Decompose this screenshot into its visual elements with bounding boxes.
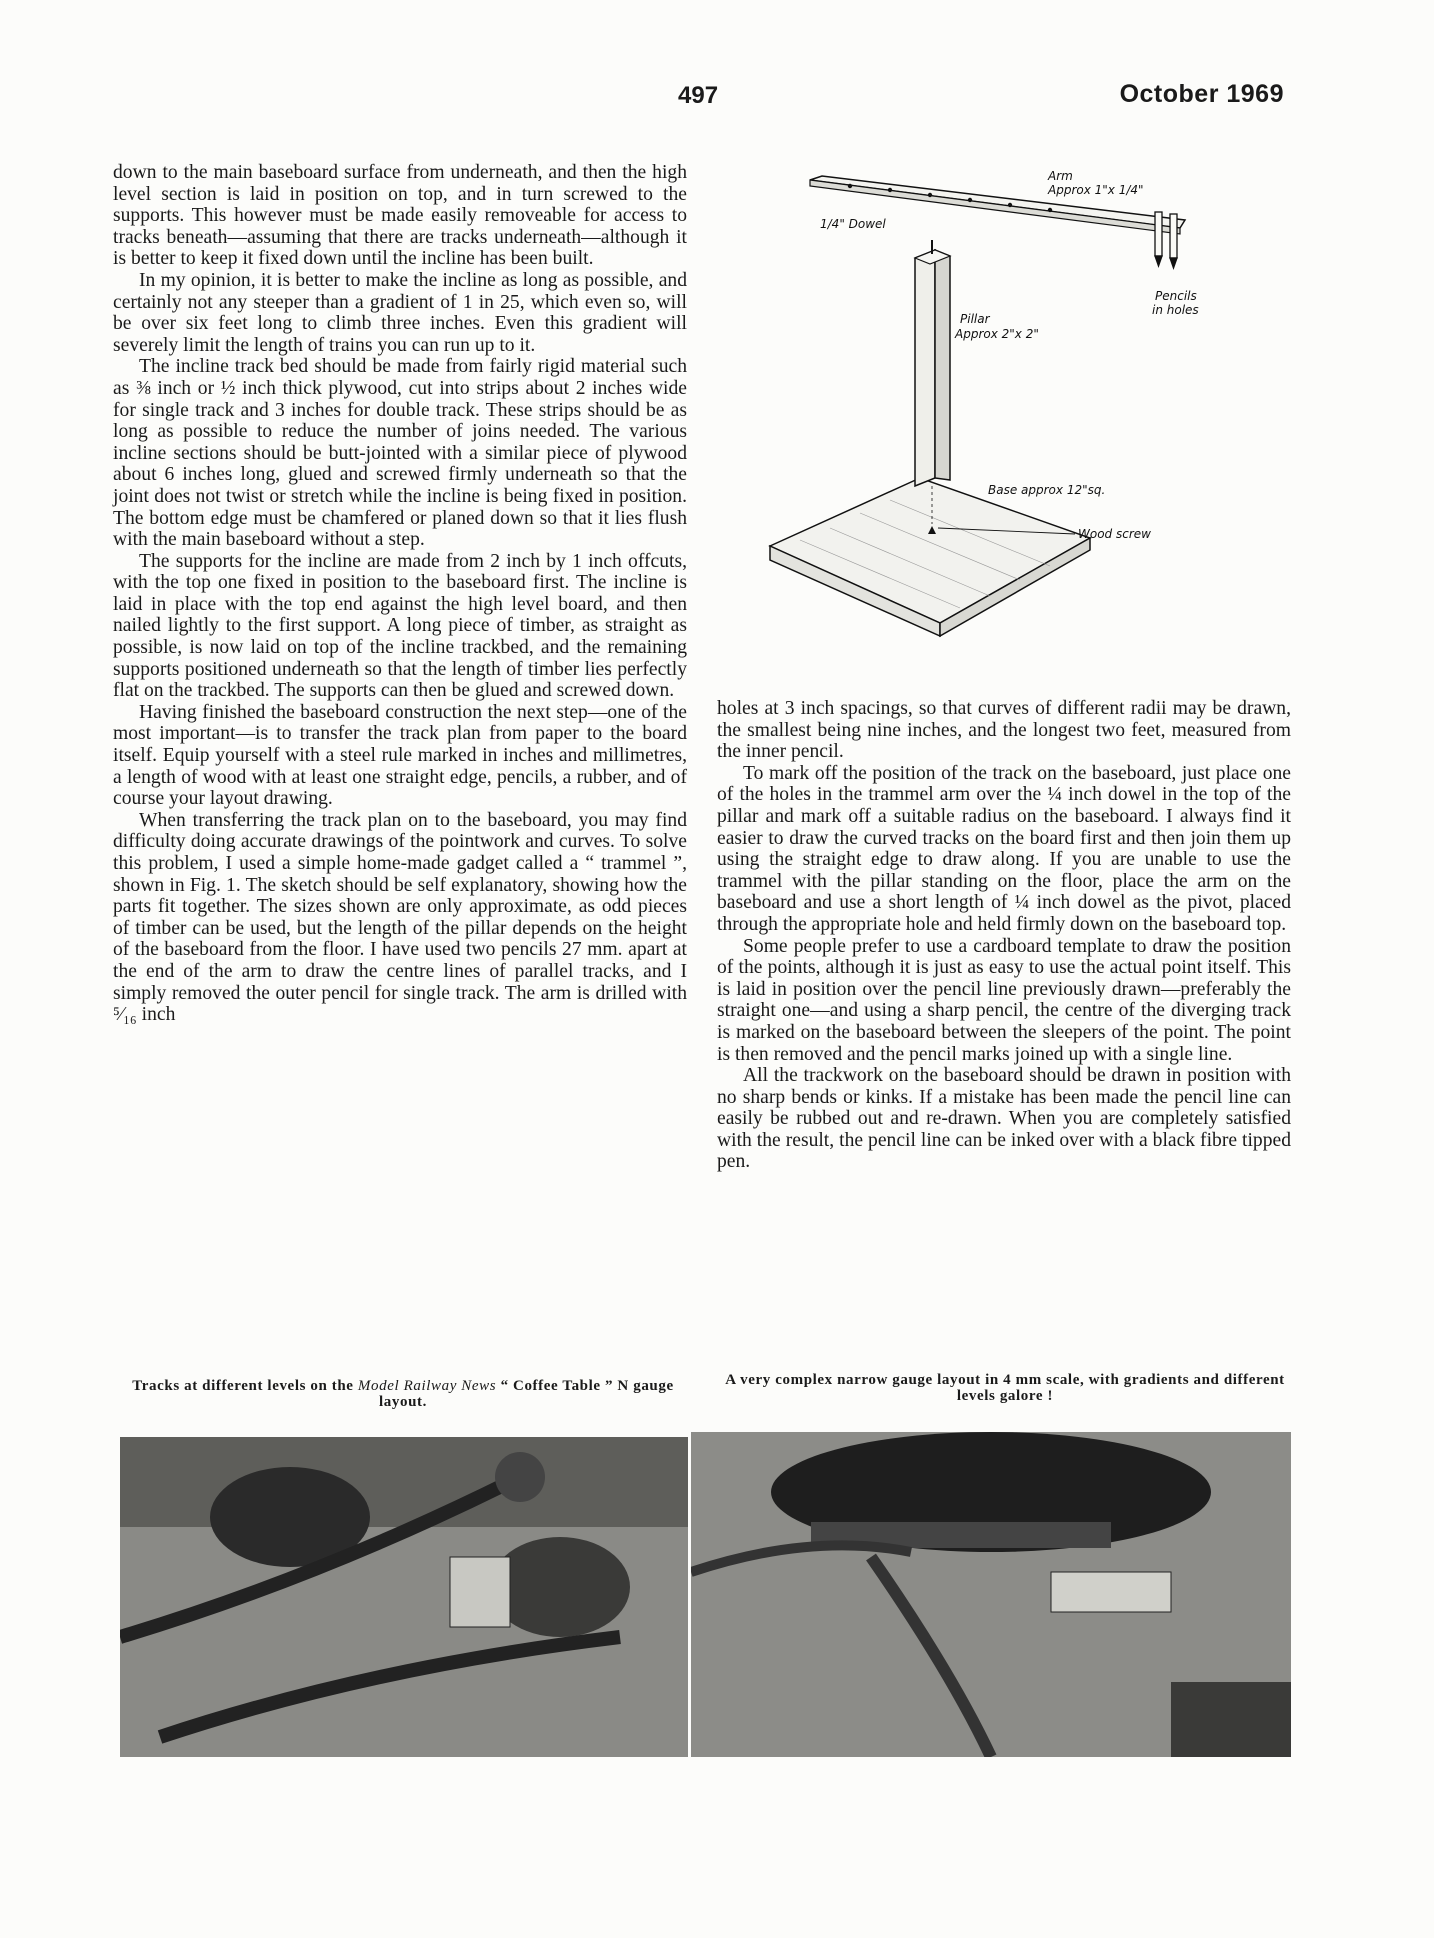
label-pencils: Pencils xyxy=(1155,289,1197,303)
paragraph: When transferring the track plan on to the baseboard, you may find difficulty doing accurate drawings of the pointwork and curves. To solve this problem, I used a simple home-made gadget called a “ trammel ”, shown in Fig. 1. The sketch should be self explanatory, showing how the parts fit together. The sizes shown are only approximate, as odd pieces of timber can be used, but the length of the pillar depends on the height of the baseboard from the floor. I have used two pencils 27 mm. apart at the end of the arm to draw the centre lines of parallel tracks, and I simply removed the outer pencil for single track. The arm is drilled with ⁵⁄₁₆ inch xyxy=(113,809,687,1026)
label-pillar: Pillar xyxy=(960,312,990,326)
paragraph: Having finished the baseboard construction the next step—one of the most important—is to transfer the track plan from paper to the board itself. Equip yourself with a steel rule marked in inches and millimetres, a length of wood with at least one straight edge, pencils, a rubber, and of course your layout drawing. xyxy=(113,701,687,810)
trammel-sketch-drawing xyxy=(760,168,1220,688)
label-base: Base approx 12"sq. xyxy=(988,483,1106,497)
page-number: 497 xyxy=(678,82,719,109)
paragraph: holes at 3 inch spacings, so that curves of different radii may be drawn, the smallest being nine inches, and the longest two feet, measured from the inner pencil. xyxy=(717,698,1291,763)
photo-caption-left: Tracks at different levels on the Model Railway News “ Coffee Table ” N gauge layout. xyxy=(132,1378,674,1410)
label-dowel: 1/4" Dowel xyxy=(820,217,886,231)
paragraph: To mark off the position of the track on the baseboard, just place one of the holes in the trammel arm over the ¼ inch dowel in the top of the pillar and mark off a suitable radius on the baseboard. I always find it easier to draw the curved tracks on the board first and then join them up using the straight edge to draw along. If you are unable to use the trammel with the pillar standing on the floor, place the arm on the baseboard and use a short length of ¼ inch dowel as the pivot, placed through the appropriate hole and held firmly down on the baseboard top. xyxy=(717,762,1291,935)
label-arm-size: Approx 1"x 1/4" xyxy=(1048,183,1144,197)
right-text-column xyxy=(717,698,1291,1173)
magazine-name: Model Railway News xyxy=(357,1378,497,1394)
paragraph: Some people prefer to use a cardboard template to draw the position of the points, although it is just as easy to use the actual point itself. This is laid in position over the pencil line previously drawn—preferably the straight one—and using a sharp pencil, the centre of the diverging track is marked on the baseboard between the sleepers of the point. The point is then removed and the pencil marks joined up with a single line. xyxy=(717,935,1291,1065)
issue-date: October 1969 xyxy=(1119,80,1284,108)
layout-photo-right xyxy=(691,1432,1291,1757)
paragraph: All the trackwork on the baseboard should be drawn in position with no sharp bends or kinks. If a mistake has been made the pencil line can easily be rubbed out and re-drawn. When you are completely satisfied with the result, the pencil line can be inked over with a black fibre tipped pen. xyxy=(717,1065,1291,1173)
paragraph: down to the main baseboard surface from underneath, and then the high level section is laid in position on top, and in turn screwed to the supports. This however must be made easily removeable for access to tracks beneath—assuming that there are tracks underneath—although it is better to keep it fixed down until the incline has been built. xyxy=(113,162,687,270)
paragraph: The incline track bed should be made from fairly rigid material such as ⅜ inch or ½ inch thick plywood, cut into strips about 2 inches wide for single track and 3 inches for double track. These strips should be as long as possible to reduce the number of joins needed. The various incline sections should be butt-jointed with a similar piece of plywood about 6 inches long, glued and screwed firmly underneath so that the joint does not twist or stretch while the incline is being fixed in position. The bottom edge must be chamfered or planed down so that it lies flush with the main baseboard without a step. xyxy=(113,356,687,551)
trammel-sketch xyxy=(760,168,1220,688)
layout-photo-left xyxy=(120,1437,688,1757)
paragraph: The supports for the incline are made from 2 inch by 1 inch offcuts, with the top one fixed in position to the baseboard first. The incline is laid in place with the top end against the high level board, and then nailed lightly to the first support. A long piece of timber, as straight as possible, is now laid on top of the incline trackbed, and the remaining supports positioned underneath so that the length of timber lies perfectly flat on the trackbed. The supports can then be glued and screwed down. xyxy=(113,550,687,702)
paragraph: In my opinion, it is better to make the incline as long as possible, and certainly not any steeper than a gradient of 1 in 25, which even so, will be over six feet long to climb three inches. Even this gradient will severely limit the length of trains you can run up to it. xyxy=(113,269,687,356)
photo-caption-right: A very complex narrow gauge layout in 4 mm scale, with gradients and different levels galore ! xyxy=(725,1372,1285,1404)
pillar-side xyxy=(935,250,950,480)
label-arm: Arm xyxy=(1048,169,1073,183)
left-text-column xyxy=(113,162,687,1026)
label-pencils-holes: in holes xyxy=(1152,303,1199,317)
pillar-front xyxy=(915,250,935,486)
base-board-top xyxy=(770,478,1090,623)
label-pillar-size: Approx 2"x 2" xyxy=(955,327,1039,341)
label-wood-screw: Wood screw xyxy=(1078,527,1151,541)
